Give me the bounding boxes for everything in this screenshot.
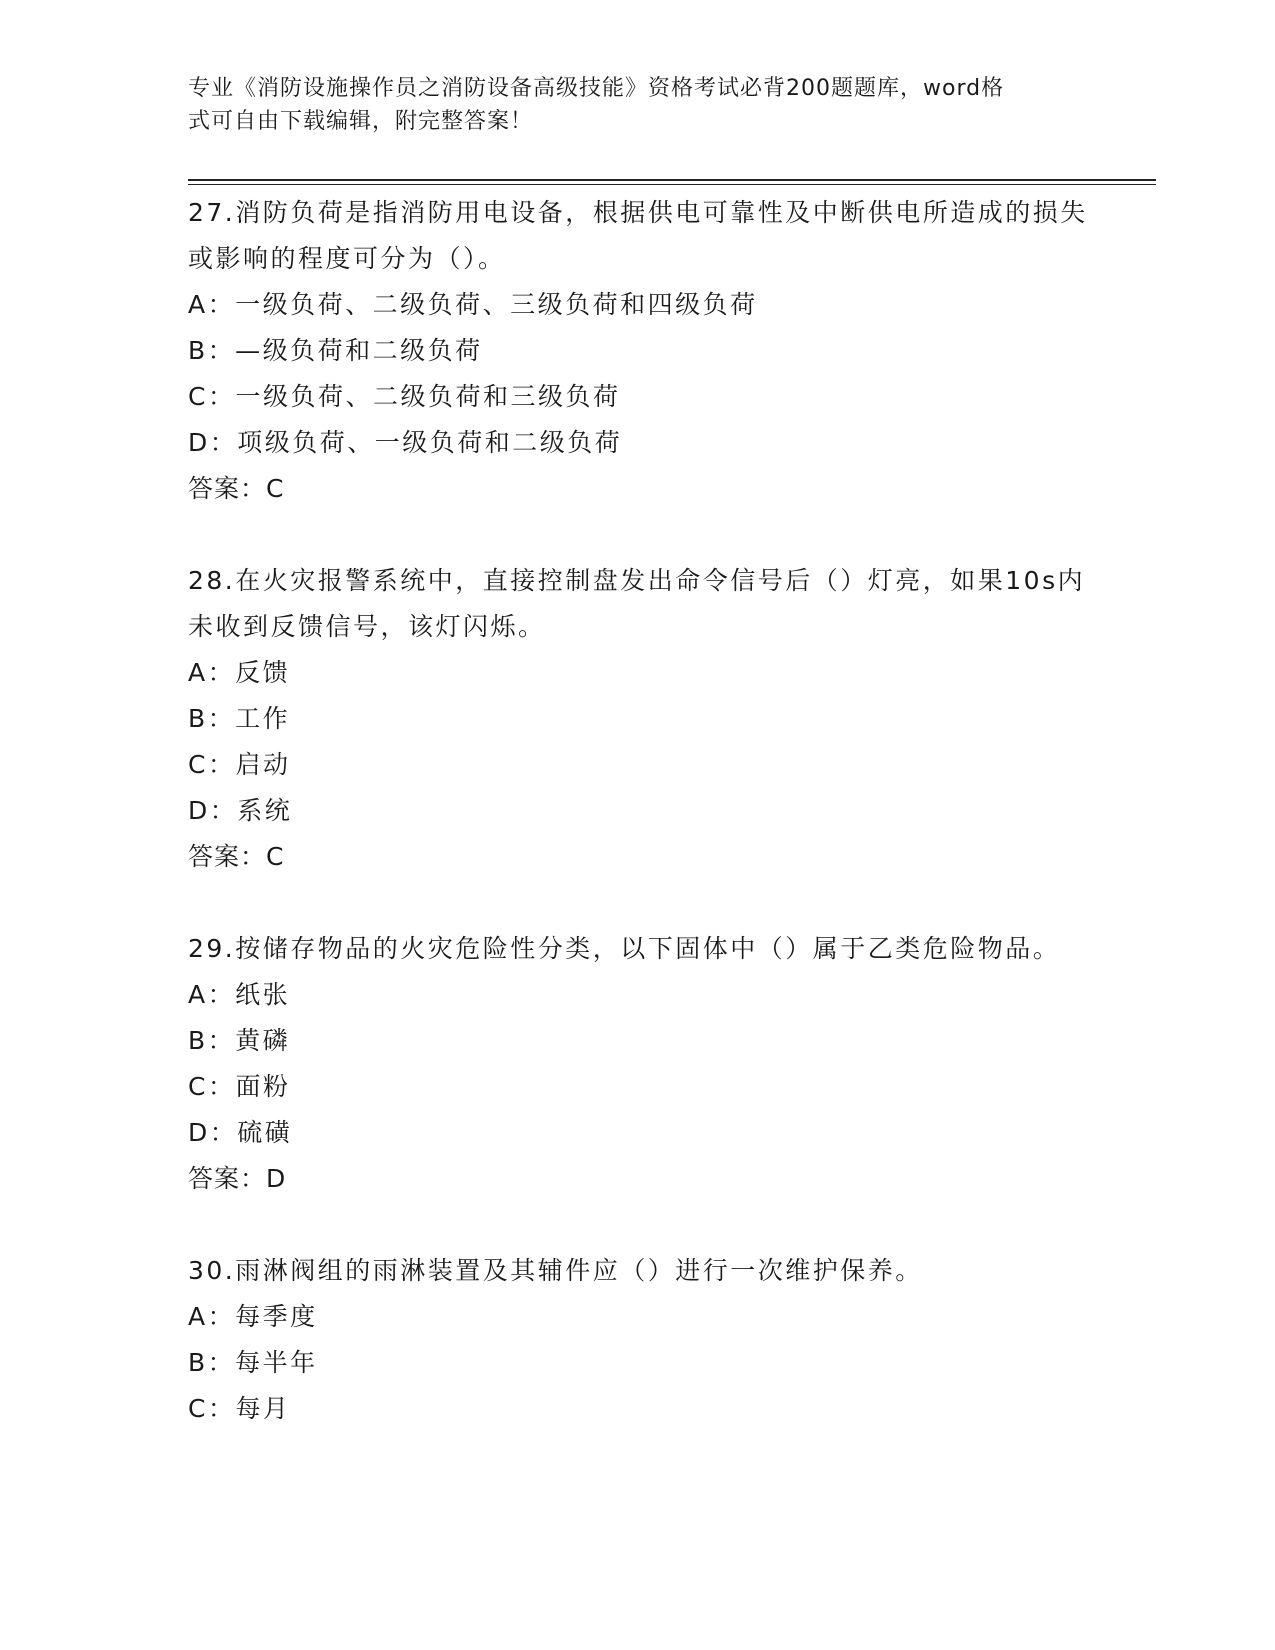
header-divider (188, 179, 1156, 185)
option-b: B：每半年 (188, 1348, 318, 1377)
option-a: A：一级负荷、二级负荷、三级负荷和四级负荷 (188, 290, 758, 319)
option-b: B：工作 (188, 704, 291, 733)
question-27 (188, 190, 1088, 512)
option-a: A：每季度 (188, 1302, 318, 1331)
option-d: D：硫磺 (188, 1118, 293, 1147)
header-line-1: 专业《消防设施操作员之消防设备高级技能》资格考试必背200题题库，word格 (188, 76, 1005, 101)
answer-line: 答案：D (188, 1164, 287, 1193)
option-c: C：一级负荷、二级负荷和三级负荷 (188, 382, 621, 411)
header-line-2: 式可自由下载编辑，附完整答案！ (188, 109, 534, 134)
answer-line: 答案：C (188, 474, 285, 503)
option-c: C：每月 (188, 1394, 291, 1423)
document-header (188, 72, 1068, 138)
option-a: A：反馈 (188, 658, 291, 687)
question-stem: 28.在火灾报警系统中，直接控制盘发出命令信号后（）灯亮，如果10s内未收到反馈信号，该灯闪烁。 (188, 566, 1086, 641)
option-c: C：启动 (188, 750, 291, 779)
question-stem: 30.雨淋阀组的雨淋装置及其辅件应（）进行一次维护保养。 (188, 1256, 923, 1285)
option-d: D：系统 (188, 796, 293, 825)
question-stem: 27.消防负荷是指消防用电设备，根据供电可靠性及中断供电所造成的损失或影响的程度可分为（）。 (188, 198, 1088, 273)
question-28 (188, 558, 1088, 880)
option-d: D：项级负荷、一级负荷和二级负荷 (188, 428, 623, 457)
answer-line: 答案：C (188, 842, 285, 871)
question-30 (188, 1248, 1088, 1432)
option-b: B：—级负荷和二级负荷 (188, 336, 483, 365)
option-b: B：黄磷 (188, 1026, 291, 1055)
question-list (188, 190, 1088, 1478)
question-stem: 29.按储存物品的火灾危险性分类，以下固体中（）属于乙类危险物品。 (188, 934, 1061, 963)
option-c: C：面粉 (188, 1072, 291, 1101)
question-29 (188, 926, 1088, 1202)
option-a: A：纸张 (188, 980, 291, 1009)
